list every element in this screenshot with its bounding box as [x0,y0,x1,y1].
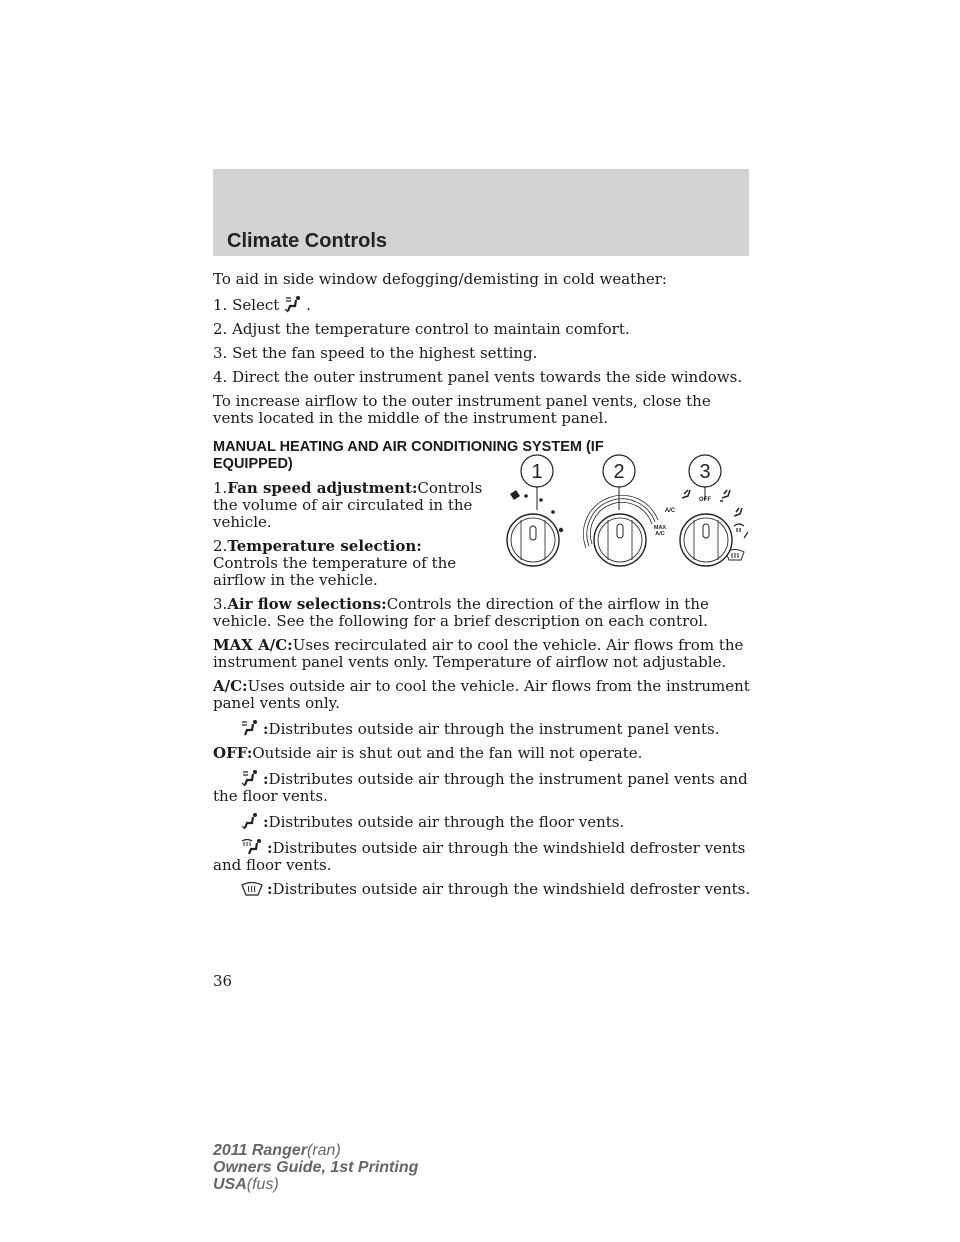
panel-vent-icon [241,719,259,737]
off-label: OFF [699,497,711,503]
max-label: MAX [653,525,667,531]
item-num: 2. [213,537,228,555]
floor-vent-icon [734,508,742,516]
callout-1-text: 1 [531,461,543,483]
mode-label: : [267,839,273,857]
item-fan-speed [213,480,495,531]
defrost-icon [241,881,263,897]
mode-floor [213,812,753,831]
intro-step-3: 3. Set the fan speed to the highest setting. [213,344,538,362]
mode-label: : [263,720,269,738]
item-label: Temperature selection: [227,537,422,555]
mode-defrost [213,881,753,898]
air-flow-knob [654,490,748,566]
step1-prefix: 1. Select [213,296,280,314]
item-text: Controls the volume of air circulated in the vehicle. [213,479,483,531]
callout-3 [689,455,721,500]
ac-label: A/C [664,508,676,514]
fan-dot [539,498,543,502]
mode-label: OFF: [213,744,253,762]
fan-dot [524,494,528,498]
section-title: Climate Controls [227,230,388,252]
item-num: 3. [213,595,228,613]
intro-step-2: 2. Adjust the temperature control to maintain comfort. [213,320,630,338]
item-text: Controls the temperature of the airflow in the vehicle. [213,554,457,589]
item-label: Air flow selections: [227,595,387,613]
page-number: 36 [213,972,233,990]
manual-section-heading: MANUAL HEATING AND AIR CONDITIONING SYSTEM (IF EQUIPPED) [213,439,604,472]
footer-line-1 [213,1142,418,1159]
fan-speed-knob [507,490,563,566]
mode-text: Distributes outside air through the instrument panel vents and the floor vents. [213,770,748,805]
footer-region: USA [213,1176,247,1193]
temperature-knob [583,495,658,566]
callout-3-text: 3 [699,461,711,483]
step1-suffix: . [306,296,311,314]
panel-floor-vent-icon [284,295,302,313]
mode-text: Distributes outside air through the windshield defroster vents and floor vents. [213,839,746,874]
body-text [213,271,753,905]
intro-step-1 [213,295,753,314]
mode-text: Outside air is shut out and the fan will not operate. [252,744,643,762]
mode-max-ac [213,637,753,671]
airflow-tip: To increase airflow to the outer instrument panel vents, close the vents located in the middle of the instrument panel. [213,392,711,427]
item-text: Controls the direction of the airflow in the vehicle. See the following for a brief description on each control. [213,595,709,630]
footer [213,1142,418,1193]
item-num: 1. [213,479,228,497]
footer-line-2: Owners Guide, 1st Printing [213,1159,419,1176]
mode-label: : [267,880,273,898]
mode-label: : [263,813,269,831]
mode-text: Uses outside air to cool the vehicle. Air flows from the instrument panel vents only. [213,677,750,712]
fan-icon [510,490,520,500]
item-temperature [213,538,495,589]
panel-vent-icon [682,490,690,498]
mode-text: Distributes outside air through the windshield defroster vents. [272,880,751,898]
mode-ac [213,678,753,712]
defrost-floor-icon [734,524,748,538]
mode-text: Distributes outside air through the floor vents. [268,813,625,831]
mode-label: MAX A/C: [213,636,293,654]
panel-floor-vent-icon [720,490,730,501]
item-label: Fan speed adjustment: [227,479,418,497]
mode-label: : [263,770,269,788]
footer-model-code: (ran) [306,1142,341,1159]
mode-text: Uses recirculated air to cool the vehicle. Air flows from the instrument panel vents only. Temperature of airflow not adjustable. [213,636,744,671]
mode-label: A/C: [213,677,248,695]
mode-text: Distributes outside air through the instrument panel vents. [268,720,720,738]
fan-dot [551,510,555,514]
footer-model: 2011 Ranger [213,1142,307,1159]
mode-panel-floor [213,769,753,805]
defrost-floor-icon [241,838,263,856]
mode-panel [213,719,753,738]
callout-2-text: 2 [613,461,625,483]
callout-1 [521,455,553,510]
mode-defrost-floor [213,838,753,874]
footer-region-code: (fus) [246,1176,279,1193]
mode-off [213,745,753,762]
panel-floor-vent-icon [241,769,259,787]
fan-dot [559,528,563,532]
item-air-flow [213,596,753,630]
footer-line-3 [213,1176,418,1193]
max-ac-label: A/C [655,531,665,537]
intro-lead: To aid in side window defogging/demisting in cold weather: [213,270,667,288]
floor-vent-icon [241,812,259,830]
control-knobs-diagram [500,454,760,584]
intro-step-4: 4. Direct the outer instrument panel vents towards the side windows. [213,368,743,386]
